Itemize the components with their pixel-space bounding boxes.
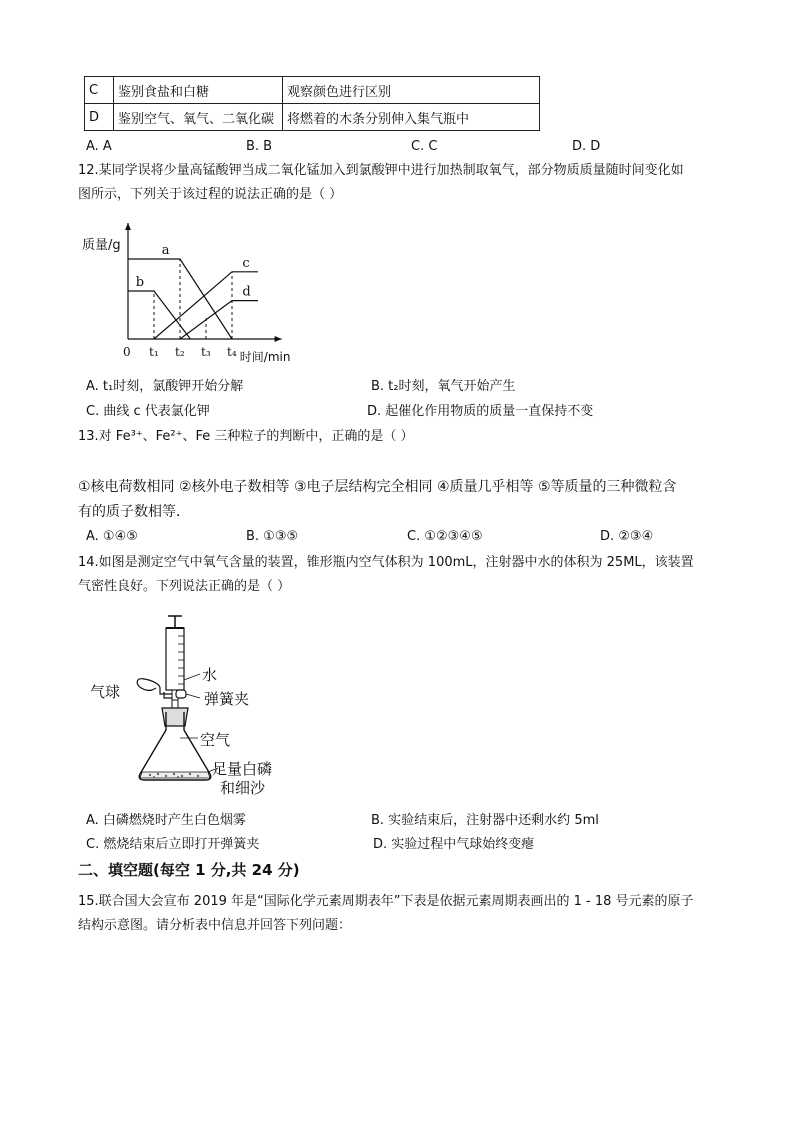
table-cell-item: 鉴别食盐和白糖 bbox=[114, 77, 283, 104]
x-tick-label: t₃ bbox=[201, 345, 211, 359]
syringe-barrel bbox=[166, 628, 184, 690]
q12-option-d: D. 起催化作用物质的质量一直保持不变 bbox=[367, 404, 594, 419]
label-balloon: 气球 bbox=[90, 683, 121, 701]
q12-option-b: B. t₂时刻，氧气开始产生 bbox=[371, 379, 516, 394]
q14-stem-line2: 气密性良好。下列说法正确的是（ ） bbox=[78, 579, 291, 594]
q12-option-c: C. 曲线 c 代表氯化钾 bbox=[86, 404, 210, 419]
q13-option-b: B. ①③⑤ bbox=[246, 529, 299, 544]
q12-option-a: A. t₁时刻，氯酸钾开始分解 bbox=[86, 379, 244, 394]
series-label-d: d bbox=[242, 284, 251, 300]
q13-statement-line2: 有的质子数相等． bbox=[78, 504, 190, 520]
q11-option-d: D. D bbox=[572, 139, 601, 154]
spring-clip bbox=[176, 690, 186, 698]
series-label-a: a bbox=[161, 243, 170, 258]
q12-mass-time-chart bbox=[80, 212, 310, 367]
q13-option-c: C. ①②③④⑤ bbox=[407, 529, 483, 544]
q13-option-a: A. ①④⑤ bbox=[86, 529, 138, 544]
section-title: 二、填空题(每空 1 分,共 24 分) bbox=[78, 861, 300, 879]
q13-stem: 13.对 Fe³⁺、Fe²⁺、Fe 三种粒子的判断中，正确的是（ ） bbox=[78, 429, 414, 444]
q14-option-c: C. 燃烧结束后立即打开弹簧夹 bbox=[86, 837, 260, 852]
q11-option-b: B. B bbox=[246, 139, 273, 154]
q13-statement-line1: ①核电荷数相同 ②核外电子数相等 ③电子层结构完全相同 ④质量几乎相等 ⑤等质量的三种微粒含 bbox=[78, 479, 677, 495]
q13-option-d: D. ②③④ bbox=[600, 529, 654, 544]
table-cell-item: 鉴别空气、氧气、二氧化碳 bbox=[114, 104, 283, 131]
q15-stem-line2: 结构示意图。请分析表中信息并回答下列问题： bbox=[78, 918, 352, 933]
x-axis-arrow bbox=[275, 336, 282, 342]
x-tick-label: t₁ bbox=[149, 345, 159, 359]
table-row bbox=[85, 104, 540, 131]
series-line-c bbox=[154, 272, 258, 339]
series-label-c: c bbox=[242, 255, 250, 271]
q14-option-a: A. 白磷燃烧时产生白色烟雾 bbox=[86, 813, 246, 828]
x-tick-label: t₂ bbox=[175, 345, 185, 359]
table-cell-method: 观察颜色进行区别 bbox=[283, 77, 540, 104]
q11-option-c: C. C bbox=[411, 139, 438, 154]
label-water: 水 bbox=[202, 666, 218, 684]
q14-option-b: B. 实验结束后，注射器中还剩水约 5ml bbox=[371, 813, 599, 828]
label-phosphorus-line2: 和细沙 bbox=[220, 779, 266, 797]
q15-stem-line1: 15.联合国大会宣布 2019 年是“国际化学元素周期表年”下表是依据元素周期表画出的 1 - 18 号元素的原子 bbox=[78, 894, 694, 909]
label-air: 空气 bbox=[200, 731, 231, 749]
q11-option-a: A. A bbox=[86, 139, 112, 154]
q14-stem-line1: 14.如图是测定空气中氧气含量的装置，锥形瓶内空气体积为 100mL，注射器中水的体积为 25ML，该装置 bbox=[78, 555, 694, 570]
y-axis-arrow bbox=[125, 223, 131, 230]
label-spring-clip: 弹簧夹 bbox=[204, 690, 250, 708]
table-cell-key: C bbox=[85, 77, 114, 104]
table-cell-key: D bbox=[85, 104, 114, 131]
x-axis-label: 时间/min bbox=[239, 350, 291, 364]
q14-option-d: D. 实验过程中气球始终变瘪 bbox=[373, 837, 535, 852]
table-cell-method: 将燃着的木条分别伸入集气瓶中 bbox=[283, 104, 540, 131]
label-phosphorus-line1: 足量白磷 bbox=[212, 760, 273, 778]
table-row bbox=[85, 77, 540, 104]
q12-stem-line1: 12.某同学误将少量高锰酸钾当成二氧化锰加入到氯酸钾中进行加热制取氧气，部分物质质量随时间变化如 bbox=[78, 163, 684, 178]
series-label-b: b bbox=[135, 275, 145, 290]
x-tick-label: t₄ bbox=[227, 345, 237, 359]
q12-stem-line2: 图所示，下列关于该过程的说法正确的是（ ） bbox=[78, 187, 343, 202]
options-table bbox=[84, 76, 540, 131]
origin-label: 0 bbox=[123, 345, 131, 359]
y-axis-label: 质量/g bbox=[82, 238, 121, 253]
